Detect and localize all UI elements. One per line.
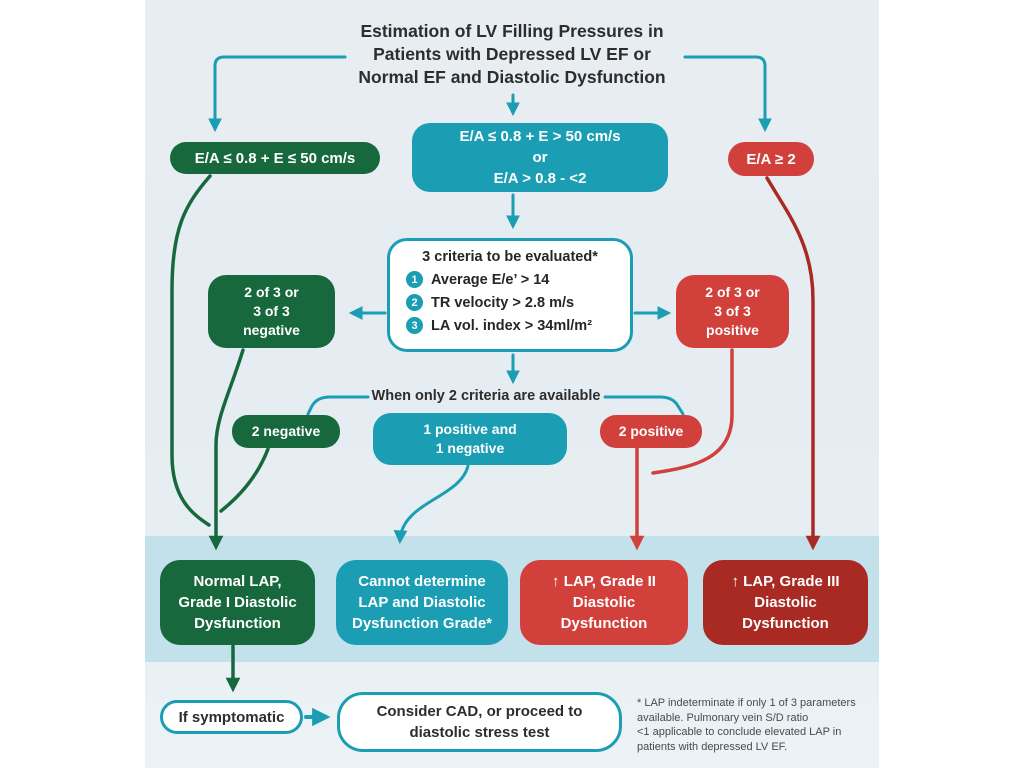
criteria-item xyxy=(406,294,630,311)
node-label: E/A ≤ 0.8 + E ≤ 50 cm/s xyxy=(194,149,356,167)
node-label-line: E/A > 0.8 - <2 xyxy=(493,170,587,187)
node-label-line: LAP and Diastolic xyxy=(358,594,486,611)
edge-2negative-down xyxy=(221,449,268,511)
node-label-line: Diastolic xyxy=(572,594,636,611)
edge-neg23-down-arrow xyxy=(216,350,243,546)
node-label-line: Diastolic xyxy=(754,594,817,611)
number-3-badge-icon: 3 xyxy=(406,317,423,334)
footnote-line: patients with depressed LV EF. xyxy=(637,740,788,753)
footnote-line: * LAP indeterminate if only 1 of 3 parameters xyxy=(637,697,856,709)
node-label: If symptomatic xyxy=(178,708,285,726)
footnote-line: available. Pulmonary vein S/D ratio xyxy=(637,711,809,724)
node-label-line: 2 of 3 or xyxy=(244,284,299,300)
number-1-badge-icon: 1 xyxy=(406,271,423,288)
node-label-line: or xyxy=(532,149,548,166)
node-1pos-1neg xyxy=(373,413,567,465)
outcome-normal-lap xyxy=(160,560,315,645)
node-2of3-positive xyxy=(676,275,789,348)
footnote-line: <1 applicable to conclude elevated LAP in xyxy=(637,726,842,738)
node-label-line: 3 of 3 xyxy=(253,303,290,319)
edge-pos23-down xyxy=(653,350,732,473)
node-label-line: Dysfunction xyxy=(560,615,648,632)
node-label-line: 3 of 3 xyxy=(714,303,751,319)
title-line: Patients with Depressed LV EF or xyxy=(373,44,651,64)
node-label-line: Dysfunction Grade* xyxy=(351,615,493,632)
edge-ea-low-down xyxy=(172,176,210,525)
node-label-line: Dysfunction xyxy=(194,615,281,632)
node-label-line: 1 positive and xyxy=(423,421,517,437)
edge-mixed-to-indeterminate-arrow xyxy=(400,466,468,540)
node-label-line: Consider CAD, or proceed to xyxy=(376,703,583,720)
node-label-line: diastolic stress test xyxy=(409,724,550,741)
title-line: Normal EF and Diastolic Dysfunction xyxy=(358,67,666,87)
outcome-grade2 xyxy=(520,560,688,645)
criteria-item-text: LA vol. index > 34ml/m² xyxy=(431,317,593,334)
node-label-line: ↑ LAP, Grade II xyxy=(552,573,656,590)
node-label-line: ↑ LAP, Grade III xyxy=(731,573,840,590)
node-ea-high xyxy=(728,142,814,176)
node-label-line: 1 negative xyxy=(435,440,505,456)
diagram-title xyxy=(145,20,879,89)
node-label: 2 positive xyxy=(618,423,684,439)
footnote xyxy=(637,696,887,754)
node-consider-cad xyxy=(337,692,622,752)
criteria-item xyxy=(406,317,630,334)
when-only-2-label: When only 2 criteria are available xyxy=(371,388,601,404)
node-2-negative xyxy=(232,415,340,448)
title-line: Estimation of LV Filling Pressures in xyxy=(360,21,664,41)
outcome-indeterminate xyxy=(336,560,508,645)
node-label: E/A ≥ 2 xyxy=(746,150,796,168)
node-label-line: negative xyxy=(243,322,300,338)
criteria-item-text: Average E/e’ > 14 xyxy=(431,271,550,288)
node-label-line: Grade I Diastolic xyxy=(178,594,297,611)
node-label-line: Dysfunction xyxy=(742,615,829,632)
node-ea-mid xyxy=(412,123,668,192)
criteria-item xyxy=(406,271,630,288)
node-label-line: 2 of 3 or xyxy=(705,284,760,300)
number-2-badge-icon: 2 xyxy=(406,294,423,311)
criteria-item-text: TR velocity > 2.8 m/s xyxy=(431,294,575,311)
node-ea-low xyxy=(170,142,380,174)
outcome-grade3 xyxy=(703,560,868,645)
edge-ea-high-to-grade3-arrow xyxy=(767,178,813,546)
node-if-symptomatic xyxy=(160,700,303,734)
criteria-title: 3 criteria to be evaluated* xyxy=(422,249,598,265)
node-label-line: E/A ≤ 0.8 + E > 50 cm/s xyxy=(459,128,621,145)
node-label-line: positive xyxy=(706,322,759,338)
node-label: 2 negative xyxy=(251,423,321,439)
criteria-box xyxy=(387,238,633,352)
node-2-positive xyxy=(600,415,702,448)
node-2of3-negative xyxy=(208,275,335,348)
node-label-line: Cannot determine xyxy=(358,573,486,590)
node-label-line: Normal LAP, xyxy=(193,573,282,590)
